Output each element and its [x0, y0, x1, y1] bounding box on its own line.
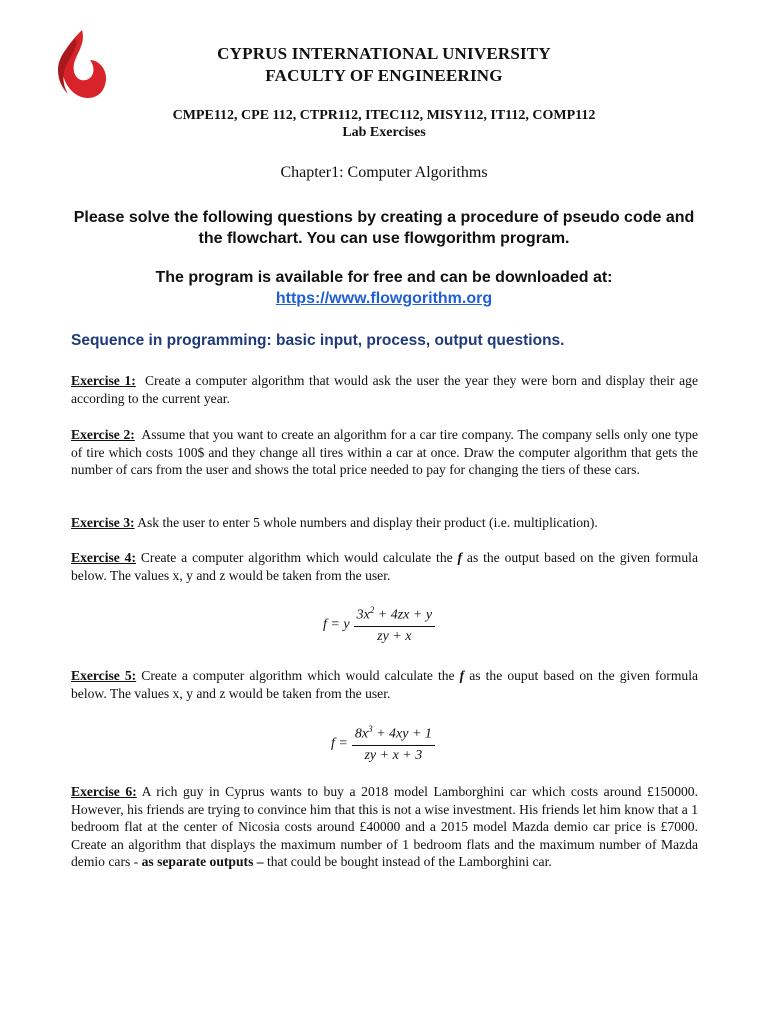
- lab-exercises-label: Lab Exercises: [342, 125, 426, 140]
- exercise-text: Assume that you want to create an algorithm for a car tire company. The company sells only one type of tire which costs 100$ and they change all tires within a car at once. Draw the computer algorithm that gets the number of cars from the user and shows the total price needed to pay for changing the tiers of these cars.: [71, 427, 699, 478]
- course-codes: CMPE112, CPE 112, CTPR112, ITEC112, MISY112, IT112, COMP112: [172, 108, 596, 123]
- formula-denominator: zy + x: [377, 628, 412, 644]
- instructions: Please solve the following questions by creating a procedure of pseudo code and the flowchart. You can use flowgorithm program.: [73, 209, 695, 247]
- formula-numerator: $3x^2 + 4zx + y$: [354, 605, 436, 627]
- exercise-text: Create a computer algorithm which would calculate the: [141, 668, 455, 683]
- exercise-label: Exercise 2:: [71, 427, 135, 442]
- variable-f: f: [457, 550, 463, 565]
- formula-fraction: [352, 724, 435, 764]
- exercise-text: that could be bought instead of the Lamborghini car.: [266, 854, 552, 870]
- university-logo-icon: [52, 28, 108, 102]
- exercise-emphasis: as separate outputs –: [141, 854, 264, 870]
- availability-note: The program is available for free and can be downloaded at:: [155, 269, 613, 286]
- exercise-text: A rich guy in Cyprus wants to buy a 2018 model Lamborghini car which costs around £150000. However, his friends are trying to convince him that this is not a wise investment. His friends let him know that a 1 bedroom flat at the center of Nicosia costs around £40000 and a 2015 model Mazda demio car price is £7000. Create an algorithm that displays the maximum number of 1 bedroom flats and the maximum number of Mazda demio cars -: [71, 784, 698, 870]
- chapter-title: Chapter1: Computer Algorithms: [280, 164, 488, 181]
- exercise-label: Exercise 4:: [71, 550, 136, 565]
- exercise-6: [71, 783, 698, 871]
- exercise-2: [71, 426, 698, 479]
- exercise-text: as the output based on the given formula below. The values x, y and z would be taken from the user.: [71, 550, 698, 583]
- exercise-label: Exercise 1:: [71, 373, 136, 388]
- variable-f: f: [459, 668, 465, 683]
- exercise-label: Exercise 3:: [71, 515, 135, 530]
- faculty-name: FACULTY OF ENGINEERING: [265, 66, 503, 85]
- formula-fraction: [354, 605, 436, 645]
- exercise-label: Exercise 6:: [71, 784, 137, 799]
- section-title: Sequence in programming: basic input, process, output questions.: [71, 332, 565, 349]
- formula-numerator: $8x^3 + 4xy + 1$: [352, 724, 435, 746]
- formula-lhs: f =: [331, 735, 348, 751]
- exercise-text: Ask the user to enter 5 whole numbers and display their product (i.e. multiplication).: [137, 515, 598, 530]
- formula-denominator: zy + x + 3: [364, 747, 423, 763]
- exercise-text: as the ouput based on the given formula below. The values x, y and z would be taken from the user.: [71, 668, 699, 701]
- exercise-3: [71, 514, 698, 532]
- exercise-5: [71, 667, 698, 702]
- university-name: CYPRUS INTERNATIONAL UNIVERSITY: [217, 44, 551, 63]
- flowgorithm-link[interactable]: https://www.flowgorithm.org: [275, 290, 493, 307]
- exercise-4: [71, 549, 698, 584]
- exercise-text: Create a computer algorithm that would ask the user the year they were born and display their age according to the current year.: [71, 373, 698, 406]
- formula-2: [331, 724, 435, 764]
- exercise-text: Create a computer algorithm which would calculate the: [140, 550, 453, 565]
- exercise-label: Exercise 5:: [71, 668, 137, 683]
- formula-lhs: f = y: [323, 616, 350, 632]
- formula-1: [323, 605, 435, 645]
- exercise-1: [71, 372, 698, 407]
